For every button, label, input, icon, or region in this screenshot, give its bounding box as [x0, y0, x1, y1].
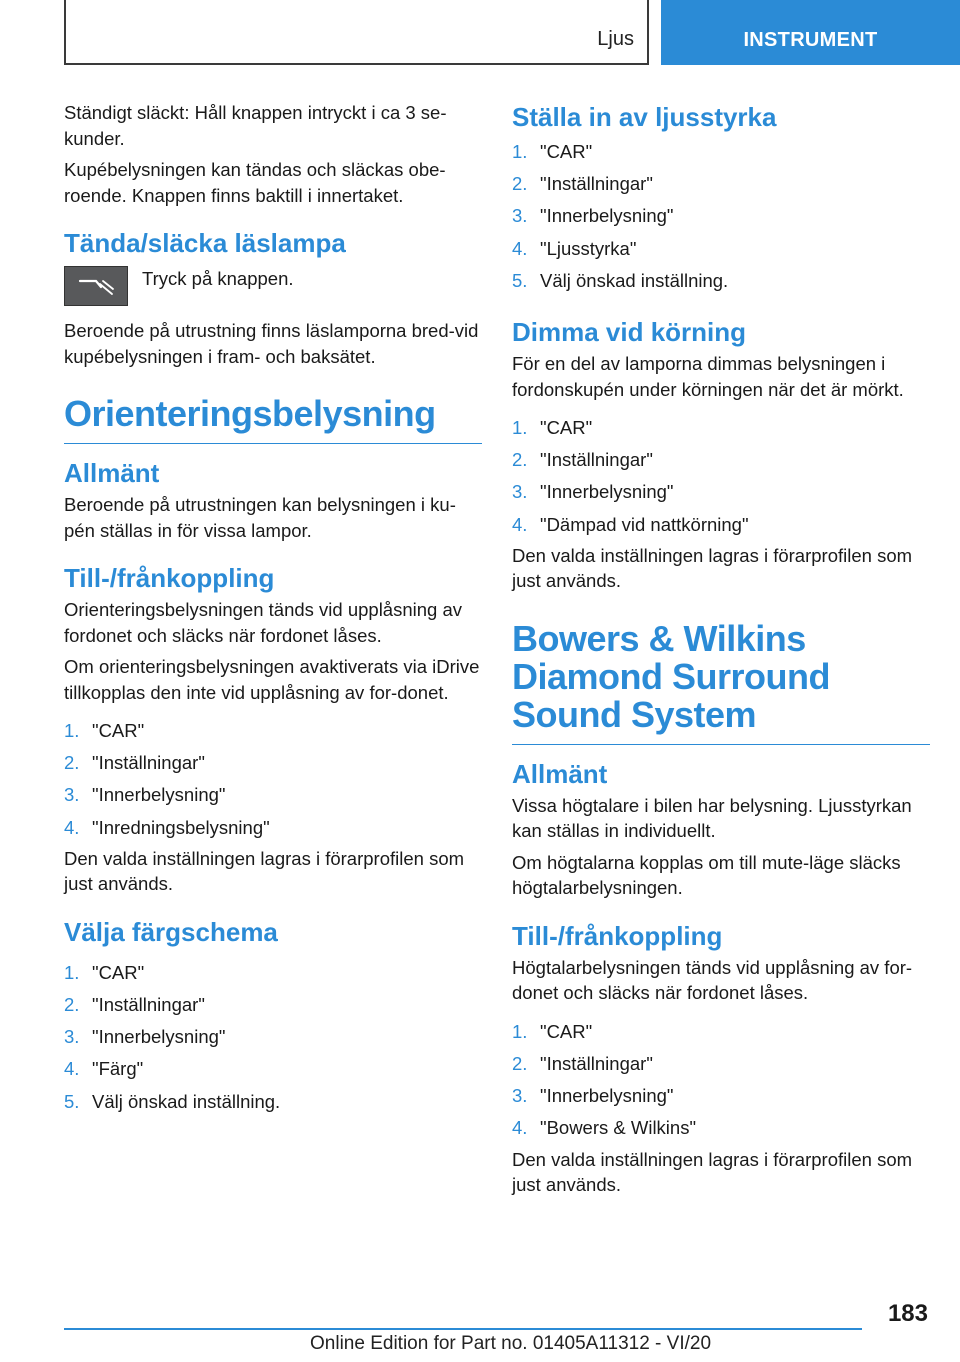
list-item: 3. "Innerbelysning" — [512, 205, 674, 227]
paragraph: Högtalarbelysningen tänds vid upplåsning av for-donet och släcks när fordonet låses. — [512, 956, 913, 1004]
list-item: 4. "Inredningsbelysning" — [64, 816, 270, 838]
chapter-heading-bowers-wilkins: Bowers & Wilkins Diamond Surround Sound System — [512, 620, 930, 745]
list-item: 4. "Ljusstyrka" — [512, 237, 637, 259]
steps-list — [512, 412, 930, 541]
section-heading-color-scheme: Välja färgschema — [64, 916, 278, 947]
paragraph: Om högtalarna kopplas om till mute-läge släcks högtalarbelysningen. — [512, 851, 901, 899]
list-item: 5. Välj önskad inställning. — [64, 1090, 281, 1112]
paragraph: Ständigt släckt: Håll knappen intryckt i ca 3 se-kunder. — [64, 102, 447, 149]
paragraph: Den valda inställningen lagras i förarprofilen som just används. — [512, 544, 913, 592]
section-heading-reading-light: Tända/släcka läslampa — [64, 228, 346, 258]
button-instruction-text: Tryck på knappen. — [142, 268, 294, 289]
left-column — [64, 100, 482, 1120]
steps-list — [512, 1016, 930, 1145]
section-heading-brightness: Ställa in av ljusstyrka — [512, 102, 777, 132]
section-heading-general: Allmänt — [64, 458, 160, 488]
button-instruction — [64, 266, 482, 306]
header-chapter-tab: INSTRUMENT — [661, 0, 960, 65]
paragraph: Kupébelysningen kan tändas och släckas obe-roende. Knappen finns baktill i innertaket. — [64, 159, 446, 206]
steps-list — [64, 715, 482, 844]
list-item: 4. "Dämpad vid nattkörning" — [512, 513, 749, 535]
list-item: 3. "Innerbelysning" — [64, 1026, 226, 1048]
section-heading-on-off: Till-/frånkoppling — [64, 563, 275, 593]
page-number: 183 — [887, 1300, 928, 1327]
list-item: 2. "Inställningar" — [64, 752, 205, 774]
list-item: 3. "Innerbelysning" — [512, 1085, 674, 1107]
section-heading-on-off: Till-/frånkoppling — [512, 920, 723, 951]
section-heading-dimming: Dimma vid körning — [512, 317, 747, 348]
paragraph: Den valda inställningen lagras i förarprofilen som just används. — [64, 847, 465, 895]
paragraph: Om orienteringsbelysningen avaktiverats via iDrive tillkopplas den inte vid upplåsning av for-donet. — [64, 656, 480, 703]
chapter-heading-orientation: Orienteringsbelysning — [64, 395, 482, 444]
list-item: 1. "CAR" — [512, 141, 593, 162]
list-item: 4. "Färg" — [64, 1058, 144, 1080]
page-header — [0, 0, 960, 66]
list-item: 4. "Bowers & Wilkins" — [512, 1117, 697, 1139]
paragraph: Beroende på utrustning finns läslamporna bred-vid kupébelysningen i fram- och baksätet. — [64, 320, 479, 367]
edition-note: Online Edition for Part no. 01405A11312 - VI/20 — [310, 1333, 712, 1354]
paragraph: För en del av lamporna dimmas belysningen i fordonskupén under körningen när det är mörkt. — [512, 353, 904, 400]
section-heading-general: Allmänt — [512, 758, 608, 789]
list-item: 1. "CAR" — [512, 1020, 593, 1042]
list-item: 2. "Inställningar" — [512, 449, 653, 471]
steps-list — [64, 957, 482, 1118]
reading-light-icon — [64, 266, 128, 306]
list-item: 1. "CAR" — [64, 961, 145, 983]
header-section-title: Ljus — [597, 28, 634, 50]
list-item: 3. "Innerbelysning" — [512, 481, 674, 503]
list-item: 1. "CAR" — [64, 720, 145, 741]
paragraph: Orienteringsbelysningen tänds vid upplåsning av fordonet och släcks när fordonet låses. — [64, 599, 463, 646]
list-item: 2. "Inställningar" — [512, 173, 653, 195]
right-column — [512, 100, 930, 1204]
paragraph: Beroende på utrustningen kan belysningen i ku-pén ställas in för vissa lampor. — [64, 494, 456, 541]
steps-list — [512, 136, 930, 297]
list-item: 2. "Inställningar" — [512, 1053, 653, 1075]
list-item: 1. "CAR" — [512, 417, 593, 439]
list-item: 2. "Inställningar" — [64, 994, 205, 1016]
footer-divider — [64, 1328, 862, 1330]
paragraph: Vissa högtalare i bilen har belysning. Ljusstyrkan kan ställas in individuellt. — [512, 794, 912, 842]
list-item: 3. "Innerbelysning" — [64, 784, 226, 806]
header-frame — [64, 0, 649, 65]
list-item: 5. Välj önskad inställning. — [512, 269, 729, 291]
paragraph: Den valda inställningen lagras i förarprofilen som just används. — [512, 1148, 913, 1196]
